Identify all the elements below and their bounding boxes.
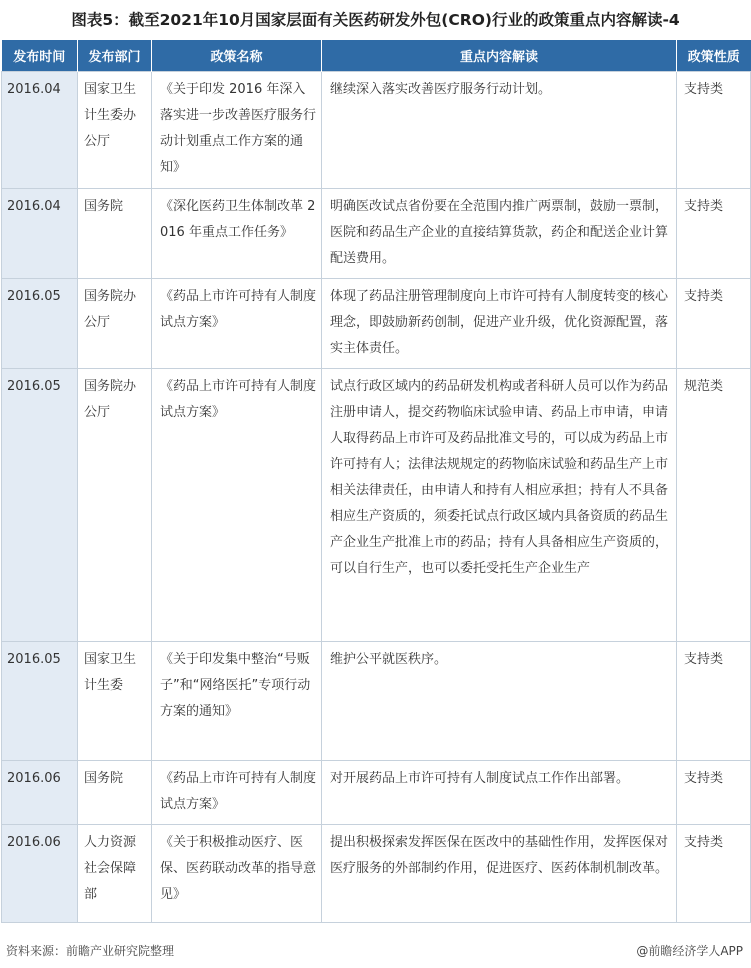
cell-department: 人力资源社会保障部 [78, 825, 152, 923]
cell-policy-nature: 支持类 [677, 642, 751, 761]
cell-policy-name: 《药品上市许可持有人制度试点方案》 [152, 369, 322, 642]
cell-key-content: 维护公平就医秩序。 [322, 642, 677, 761]
cell-key-content: 对开展药品上市许可持有人制度试点工作作出部署。 [322, 761, 677, 825]
cell-policy-name: 《深化医药卫生体制改革 2016 年重点工作任务》 [152, 189, 322, 279]
table-row [2, 72, 751, 189]
cell-policy-nature: 支持类 [677, 761, 751, 825]
cell-policy-nature: 支持类 [677, 825, 751, 923]
cell-policy-name: 《关于积极推动医疗、医保、医药联动改革的指导意见》 [152, 825, 322, 923]
header-policy-nature: 政策性质 [677, 40, 751, 72]
table-header-row [2, 40, 751, 72]
cell-key-content: 试点行政区域内的药品研发机构或者科研人员可以作为药品注册申请人，提交药物临床试验申请、药品上市申请，申请人取得药品上市许可及药品批准文号的，可以成为药品上市许可持有人；法律法规规定的药物临床试验和药品生产上市相关法律责任，由申请人和持有人相应承担；持有人不具备相应生产资质的，须委托试点行政区域内具备资质的药品生产企业生产批准上市的药品；持有人具备相应生产资质的，可以自行生产，也可以委托受托生产企业生产 [322, 369, 677, 642]
cell-key-content: 提出积极探索发挥医保在医改中的基础性作用，发挥医保对医疗服务的外部制约作用，促进医疗、医药体制机制改革。 [322, 825, 677, 923]
cell-date: 2016.05 [2, 642, 78, 761]
app-credit: @前瞻经济学人APP [636, 944, 743, 958]
cell-policy-name: 《关于印发 2016 年深入落实进一步改善医疗服务行动计划重点工作方案的通知》 [152, 72, 322, 189]
cell-policy-nature: 支持类 [677, 72, 751, 189]
page-title: 图表5：截至2021年10月国家层面有关医药研发外包(CRO)行业的政策重点内容解读-4 [71, 11, 680, 29]
cell-department: 国务院 [78, 189, 152, 279]
cell-date: 2016.06 [2, 825, 78, 923]
cell-department: 国务院办公厅 [78, 279, 152, 369]
table-row [2, 761, 751, 825]
cell-policy-nature: 规范类 [677, 369, 751, 642]
footer [0, 934, 751, 968]
cell-key-content: 体现了药品注册管理制度向上市许可持有人制度转变的核心理念，即鼓励新药创制，促进产业升级，优化资源配置，落实主体责任。 [322, 279, 677, 369]
cell-date: 2016.05 [2, 369, 78, 642]
cell-policy-name: 《药品上市许可持有人制度试点方案》 [152, 761, 322, 825]
cell-policy-name: 《药品上市许可持有人制度试点方案》 [152, 279, 322, 369]
cell-key-content: 明确医改试点省份要在全范围内推广两票制，鼓励一票制，医院和药品生产企业的直接结算货款，药企和配送企业计算配送费用。 [322, 189, 677, 279]
header-date: 发布时间 [2, 40, 78, 72]
cell-policy-nature: 支持类 [677, 279, 751, 369]
cell-policy-nature: 支持类 [677, 189, 751, 279]
table-row [2, 825, 751, 923]
source-note: 资料来源：前瞻产业研究院整理 [6, 944, 175, 958]
cell-department: 国务院办公厅 [78, 369, 152, 642]
table-row [2, 279, 751, 369]
cell-key-content: 继续深入落实改善医疗服务行动计划。 [322, 72, 677, 189]
header-policy-name: 政策名称 [152, 40, 322, 72]
cell-date: 2016.04 [2, 72, 78, 189]
cell-date: 2016.05 [2, 279, 78, 369]
cell-date: 2016.06 [2, 761, 78, 825]
cell-department: 国务院 [78, 761, 152, 825]
cell-department: 国家卫生计生委办公厅 [78, 72, 152, 189]
cell-department: 国家卫生计生委 [78, 642, 152, 761]
header-department: 发布部门 [78, 40, 152, 72]
cell-policy-name: 《关于印发集中整治“号贩子”和“网络医托”专项行动方案的通知》 [152, 642, 322, 761]
cell-date: 2016.04 [2, 189, 78, 279]
table-row [2, 642, 751, 761]
header-key-content: 重点内容解读 [322, 40, 677, 72]
table-row [2, 189, 751, 279]
policy-table [1, 40, 751, 923]
table-row [2, 369, 751, 642]
